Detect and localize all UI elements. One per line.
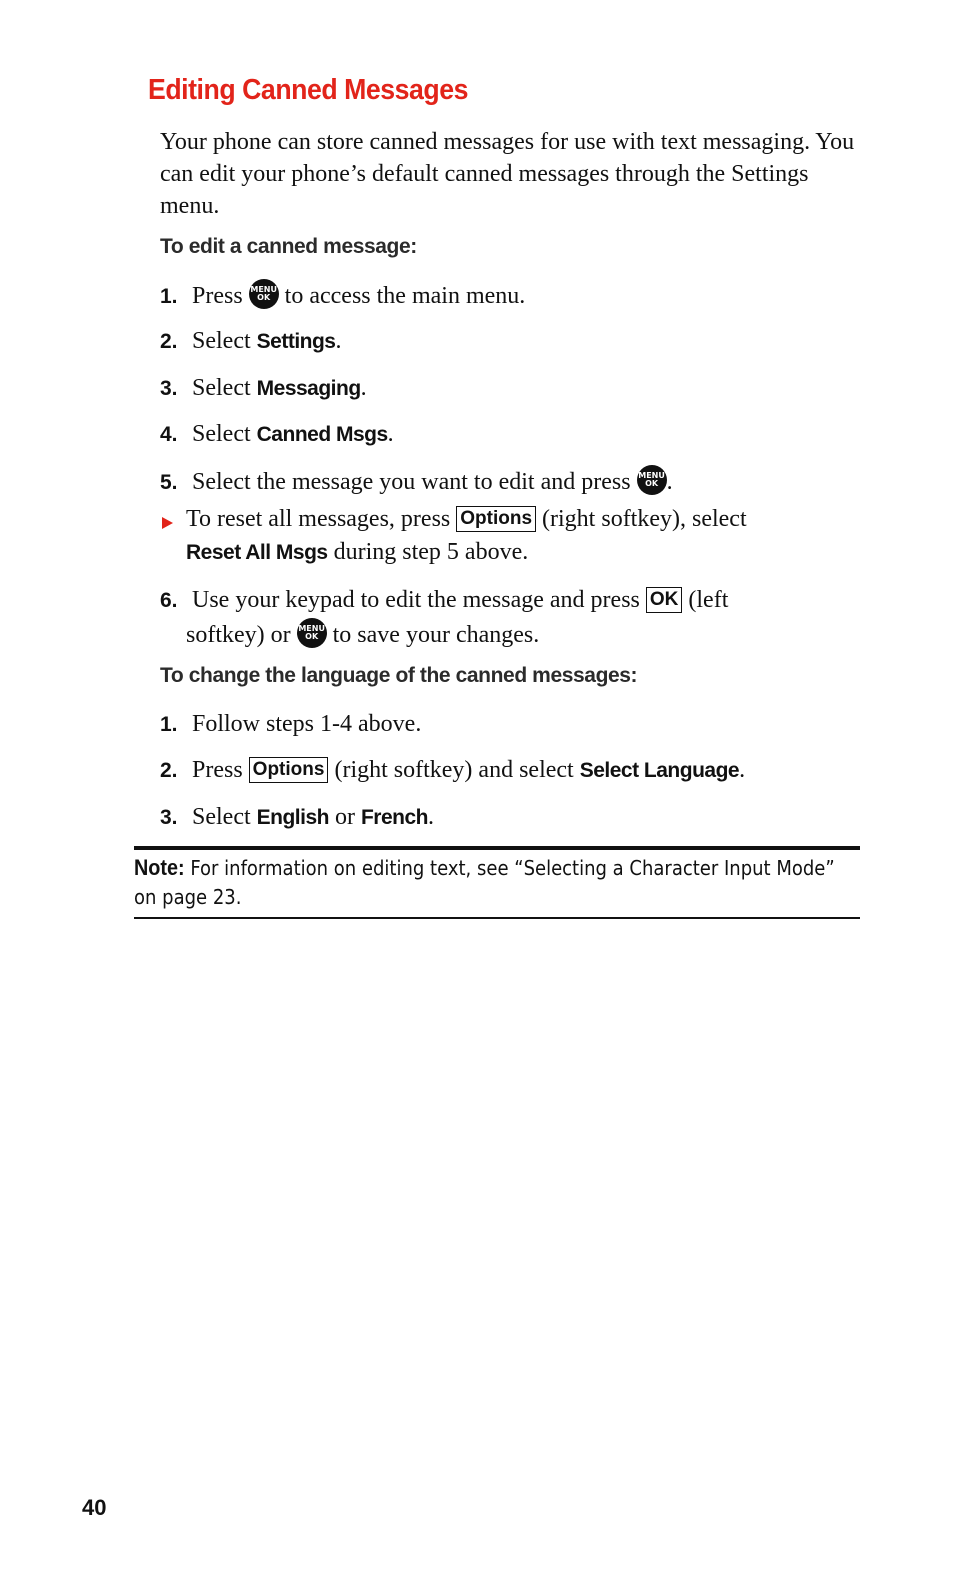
lang-step-2 [160,754,860,787]
menu-option-select-language: Select Language [579,759,740,782]
step-punct: . [360,375,367,401]
step-number: 2. [160,330,178,353]
step-text: (left [688,587,729,613]
menu-option-french: French [360,806,428,829]
step-text: Select [192,421,251,447]
step-number: 2. [160,759,178,782]
edit-step-6 [160,584,860,617]
menu-option-messaging: Messaging [256,377,361,400]
menu-option-reset-all-msgs: Reset All Msgs [186,541,328,564]
step-text: to save your changes. [332,622,540,648]
edit-step-4 [160,418,860,451]
step-text: Select [192,375,251,401]
edit-step-2 [160,325,860,358]
step-text: Select the message you want to edit and press [192,469,631,495]
tip-text: during step 5 above. [333,539,529,565]
step-punct: . [739,757,746,783]
note-box [134,853,859,912]
edit-step-5 [160,465,860,499]
options-softkey: Options [249,757,329,783]
step-number: 5. [160,471,178,494]
lang-step-1 [160,708,860,741]
edit-step-1 [160,279,860,313]
page-number: 40 [82,1495,107,1520]
note-label: Note: [134,855,185,880]
lang-step-3 [160,801,860,834]
step-number: 1. [160,285,178,308]
options-softkey: Options [456,506,536,532]
step-punct: . [428,804,434,830]
section-heading-language: To change the language of the canned messages: [160,664,638,687]
edit-step-3 [160,372,860,405]
intro-paragraph: Your phone can store canned messages for use with text messaging. You can edit your phone’s default canned messages through the Settings menu. [160,129,855,219]
reset-tip-line1 [186,506,747,533]
step-number: 4. [160,423,178,446]
bullet-arrow-icon [162,517,173,529]
step-text: Use your keypad to edit the message and press [192,587,640,613]
menu-ok-key-icon: MENU OK [637,465,667,495]
step-number: 3. [160,806,178,829]
step-punct: . [666,469,673,495]
step-text: to access the main menu. [284,283,526,309]
note-text: For information on editing text, see “Selecting a Character Input Mode” on page 23. [134,856,835,909]
note-top-rule [134,846,860,850]
edit-step-6-line2 [186,618,539,649]
menu-option-settings: Settings [256,330,336,353]
step-number: 3. [160,377,178,400]
step-text: Select [192,328,251,354]
tip-text: To reset all messages, press [186,506,451,532]
step-text: Follow steps 1-4 above. [192,711,422,737]
section-heading-edit: To edit a canned message: [160,235,417,258]
menu-option-english: English [256,806,329,829]
menu-option-canned-msgs: Canned Msgs [256,423,388,446]
ok-softkey: OK [646,587,683,613]
step-text: Press [192,757,243,783]
step-punct: . [387,421,394,447]
step-text: softkey) or [186,622,291,648]
step-text: Press [192,283,243,309]
menu-ok-key-icon: MENU OK [297,618,327,648]
reset-tip-line2 [186,539,528,566]
step-punct: . [335,328,342,354]
step-text: Select [192,804,251,830]
step-number: 1. [160,713,178,736]
step-text: or [334,804,355,830]
menu-ok-key-icon: MENU OK [249,279,279,309]
note-bottom-rule [134,917,860,919]
step-text: (right softkey) and select [334,757,574,783]
step-number: 6. [160,589,178,612]
tip-text: (right softkey), select [542,506,747,532]
page-title: Editing Canned Messages [148,74,469,106]
